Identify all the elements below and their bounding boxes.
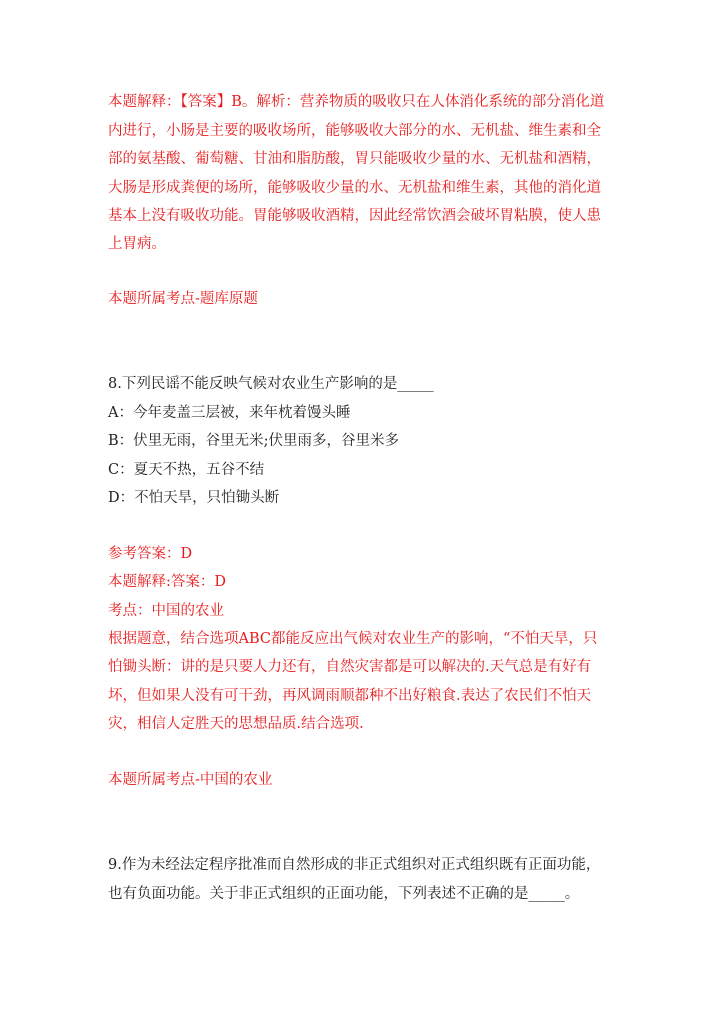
q8-analysis-line: 怕锄头断：讲的是只要人力还有，自然灾害都是可以解决的.天气总是有好有 xyxy=(108,659,592,675)
q8-option-c: C：夏天不热，五谷不结 xyxy=(108,462,265,478)
q7-explanation-line: 基本上没有吸收功能。胃能够吸收酒精，因此经常饮酒会破坏胃粘膜，使人患 xyxy=(108,208,601,224)
q8-explanation: 本题解释:答案：D xyxy=(108,574,227,590)
q7-explanation-line: 本题解释：【答案】B。解析：营养物质的吸收只在人体消化系统的部分消化道 xyxy=(108,94,605,110)
q8-option-d: D：不怕天旱，只怕锄头断 xyxy=(108,490,280,506)
q9-question-line: 也有负面功能。关于非正式组织的正面功能，下列表述不正确的是_____。 xyxy=(108,886,580,902)
q7-explanation-line: 大肠是形成粪便的场所，能够吸收少量的水、无机盐和维生素，其他的消化道 xyxy=(108,180,601,196)
q7-explanation-line: 上胃病。 xyxy=(108,236,166,252)
q8-knowledge-point: 考点：中国的农业 xyxy=(108,603,224,619)
q8-analysis-line: 坏，但如果人没有可干劲，再风调雨顺都种不出好粮食.表达了农民们不怕天 xyxy=(108,688,592,704)
q8-analysis-line: 根据题意，结合选项ABC都能反应出气候对农业生产的影响，“不怕天旱，只 xyxy=(108,631,598,647)
q8-topic: 本题所属考点-中国的农业 xyxy=(108,772,273,788)
q8-reference-answer: 参考答案：D xyxy=(108,546,193,562)
q8-option-a: A：今年麦盖三层被，来年枕着馒头睡 xyxy=(108,405,351,421)
q8-question: 8.下列民谣不能反映气候对农业生产影响的是_____ xyxy=(108,376,434,392)
q7-explanation-line: 部的氨基酸、葡萄糖、甘油和脂肪酸，胃只能吸收少量的水、无机盐和酒精， xyxy=(108,151,601,167)
q9-question-line: 9.作为未经法定程序批准而自然形成的非正式组织对正式组织既有正面功能， xyxy=(108,857,601,873)
q8-option-b: B：伏里无雨，谷里无米;伏里雨多，谷里米多 xyxy=(108,433,400,449)
q8-analysis-line: 灾，相信人定胜天的思想品质.结合选项. xyxy=(108,716,364,732)
q7-topic: 本题所属考点-题库原题 xyxy=(108,291,258,307)
q7-explanation-line: 内进行，小肠是主要的吸收场所，能够吸收大部分的水、无机盐、维生素和全 xyxy=(108,123,601,139)
